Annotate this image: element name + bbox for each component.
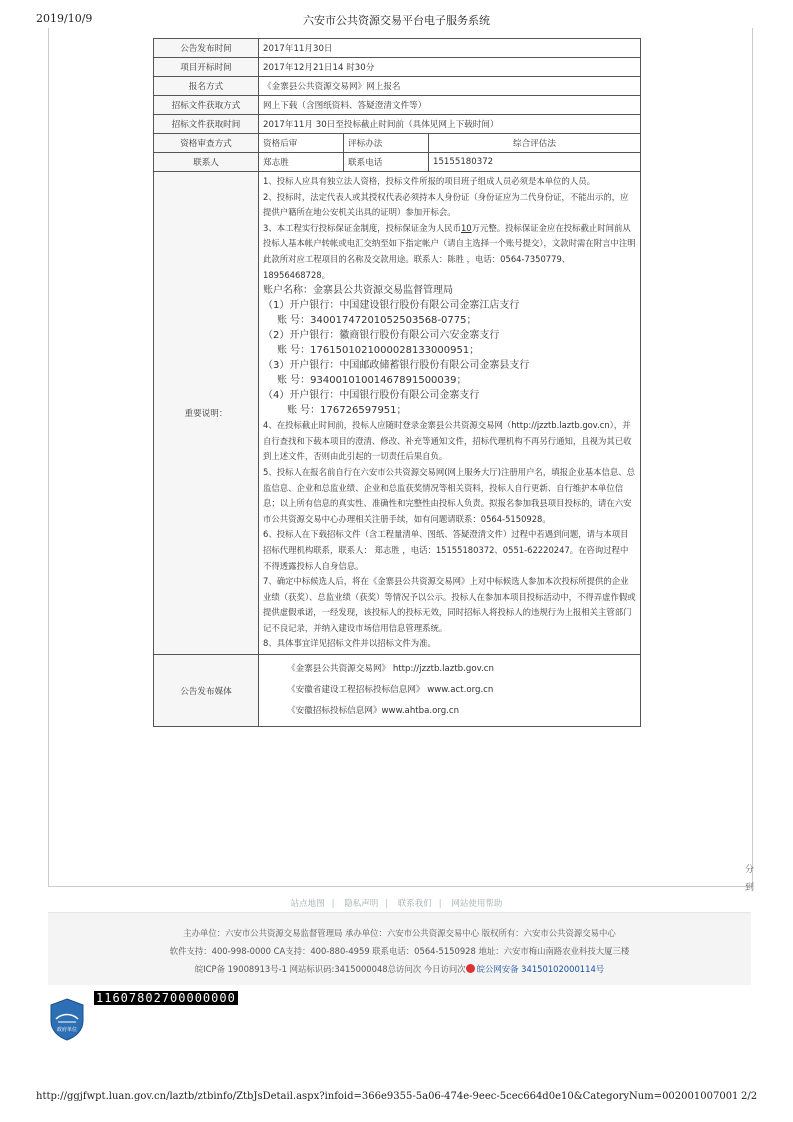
signup-label: 报名方式 <box>154 77 259 96</box>
side-to-text[interactable]: 到 <box>745 883 755 893</box>
contact-value: 郑志胜 <box>259 153 344 172</box>
publish-time-label: 公告发布时间 <box>154 39 259 58</box>
table-row <box>154 39 641 58</box>
media-item: 《金寨县公共资源交易网》 http://jzztb.laztb.gov.cn <box>287 664 494 675</box>
signup-value: 《金寨县公共资源交易网》网上报名 <box>259 77 641 96</box>
note-2: 2、投标时，法定代表人或其授权代表必须持本人身份证（身份证应为二代身份证，不能出示的，应提供户籍所在地公安机关出具的证明）参加开标会。 <box>263 191 629 218</box>
print-page-number: 2/2 <box>741 1091 758 1102</box>
print-title: 六安市公共资源交易平台电子服务系统 <box>303 14 490 27</box>
table-row <box>154 96 641 115</box>
publish-time-value: 2017年11月30日 <box>259 39 641 58</box>
account-name: 账户名称：金寨县公共资源交易监督管理局 <box>263 285 453 297</box>
account-3: 账 号：934001010014678915000​39； <box>277 375 467 387</box>
note-1: 1、投标人应具有独立法人资格，投标文件所报的项目班子组成人员必须是本单位的人员。 <box>263 176 595 186</box>
table-row <box>154 58 641 77</box>
table-row <box>154 153 641 172</box>
media-label: 公告发布媒体 <box>154 655 259 727</box>
media-item: 《安徽省建设工程招标投标信息网》 www.act.org.cn <box>287 685 494 696</box>
doc-method-value: 网上下载（含图纸资料、答疑澄清文件等） <box>259 96 641 115</box>
review-value: 资格后审 <box>259 134 344 153</box>
table-row <box>154 655 641 727</box>
footer-icp-text[interactable]: 皖ICP备 19008913号-1 网站标识码:3415000048总访问次 今日访问次 <box>194 964 466 974</box>
note-3-text-b: 万元整。投标保证金应在投标截止时间前从投标人基本帐户转帐或电汇交纳至如下指定帐户（请自主选择一个账号提交），文款时需在附言中注明此款所对应工程项目的名称及交款用途。联系人：陈胜 ，电话：0564-7350779、18956468728。 <box>263 222 636 280</box>
table-row <box>154 115 641 134</box>
doc-time-value: 2017年11月 30日至投标截止时间前（具体见网上下载时间） <box>259 115 641 134</box>
open-time-value: 2017年12月21日14 时30分 <box>259 58 641 77</box>
note-3 <box>263 221 636 283</box>
note-3-text-a: 3、本工程实行投标保证金制度，投标保证金为人民币 <box>263 222 461 233</box>
footer-police-record[interactable]: 皖公网安备 34150102000114号 <box>476 964 605 974</box>
note-6: 6、投标人在下载招标文件（含工程量清单、图纸、答疑澄清文件）过程中若遇到问题，请与本项目招标代理机构联系，联系人： 郑志胜 ，电话：15155180372、0551-62220247。在咨询过程中不得透露投标人自身信息。 <box>263 529 629 571</box>
footer-link-privacy[interactable]: 隐私声明 <box>344 899 379 909</box>
bank-2: （2）开户银行：徽商银行股份有限公司六安金寨支行 <box>263 330 500 342</box>
footer-link-help[interactable]: 网站使用帮助 <box>451 899 503 909</box>
account-2: 账 号：1761501021000028133000951； <box>277 345 480 357</box>
police-badge-icon <box>466 964 475 973</box>
note-4: 4、在投标截止时间前，投标人应随时登录金寨县公共资源交易网（http://jzztb.laztb.gov.cn），并自行查找和下载本项目的澄清、修改、补充等通知文件，招标代理机构不再另行通知，且视为其已收到上述文件，否则由此引起的一切责任后果自负。 <box>263 420 632 462</box>
notes-content <box>259 172 641 655</box>
doc-time-label: 招标文件获取时间 <box>154 115 259 134</box>
table-row <box>154 77 641 96</box>
footer-links: 站点地图 | 隐私声明 | 联系我们 | 网站使用帮助 <box>290 899 503 909</box>
print-url: http://ggjfwpt.luan.gov.cn/laztb/ztbinfo/ZtbJsDetail.aspx?infoid=366e9355-5a06-474e-9eec-5cec664d0e10&CategoryNum=002001007001 <box>36 1091 739 1102</box>
deposit-amount: 10 <box>460 222 472 233</box>
media-item: 《安徽招标投标信息网》www.ahtba.org.cn <box>287 706 460 717</box>
contact-label: 联系人 <box>154 153 259 172</box>
phone-label: 联系电话 <box>344 153 429 172</box>
table-row <box>154 172 641 655</box>
note-7: 7、确定中标候选人后，将在《金寨县公共资源交易网》上对中标候选人参加本次投标所提供的企业业绩（获奖）、总监业绩（获奖）等情况予以公示。投标人在参加本项目投标活动中，不得弄虚作假或提供虚假承诺，一经发现，该投标人的投标无效，同时招标人将投标人的违规行为上报相关主管部门记不良记录，并纳入建设市场信用信息管理系统。 <box>263 576 636 633</box>
tender-info-table <box>153 38 641 727</box>
footer-link-contact[interactable]: 联系我们 <box>397 899 432 909</box>
footer-icp <box>48 963 751 975</box>
footer-support: 软件支持：400-998-0000 CA支持：400-880-4959 联系电话：0564-5150928 地址：六安市梅山南路农业科技大厦三楼 <box>169 946 630 956</box>
review-label: 资格审查方式 <box>154 134 259 153</box>
open-time-label: 项目开标时间 <box>154 58 259 77</box>
footer-organizer: 主办单位：六安市公共资源交易监督管理局 承办单位：六安市公共资源交易中心 版权所有：六安市公共资源交易中心 <box>183 928 616 938</box>
note-5: 5、投标人在报名前自行在六安市公共资源交易网(网上服务大厅)注册用户名，填报企业基本信息、总监信息、企业和总监业绩、企业和总监获奖情况等相关资料，投标人自行更新、自行维护本单位信息；以上所有信息的真实性、准确性和完整性由投标人负责。拟报名参加我县项目投标的，请在六安市公共资源交易中心办理相关注册手续，如有问题请联系：0564-5150928。 <box>263 466 635 524</box>
notes-label: 重要说明： <box>154 172 259 655</box>
print-date: 2019/10/9 <box>36 12 93 25</box>
print-header <box>0 12 793 28</box>
phone-value: 15155180372 <box>429 153 641 172</box>
side-share-text[interactable]: 分 <box>745 865 755 875</box>
bank-3: （3）开户银行：中国邮政储蓄银行股份有限公司金寨县支行 <box>263 360 530 372</box>
note-8: 8、具体事宜详见招标文件并以招标文件为准。 <box>263 638 436 649</box>
site-footer <box>48 912 751 985</box>
footer-link-sitemap[interactable]: 站点地图 <box>290 899 325 909</box>
doc-method-label: 招标文件获取方式 <box>154 96 259 115</box>
table-row <box>154 134 641 153</box>
bank-1: （1）开户银行：中国建设银行股份有限公司金寨江店支行 <box>263 300 520 312</box>
badge-label: 政府单位 <box>56 1027 78 1033</box>
visit-counter: 11607802700000000 <box>96 991 236 1005</box>
media-list <box>259 655 641 727</box>
method-label: 评标办法 <box>344 134 429 153</box>
account-1: 账 号：34001747201052503568-0775； <box>277 315 477 327</box>
bank-4: （4）开户银行：中国银行股份有限公司金寨支行 <box>263 390 480 402</box>
account-4: 账 号：176726597951； <box>287 405 407 417</box>
method-value: 综合评估法 <box>429 134 641 153</box>
government-site-badge-icon[interactable] <box>48 997 86 1041</box>
